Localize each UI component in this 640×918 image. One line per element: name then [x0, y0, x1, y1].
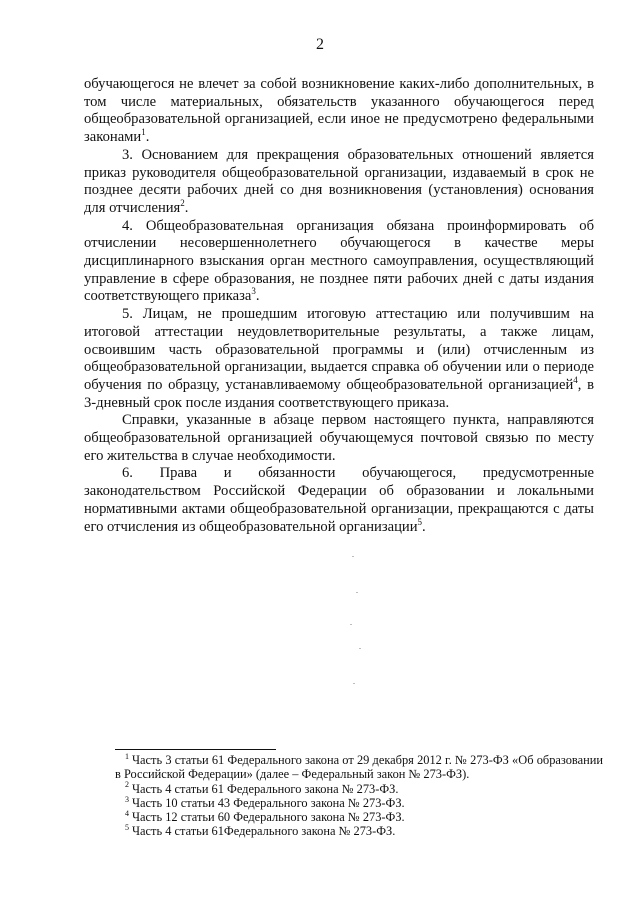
footnote-ref: 2 [180, 198, 185, 209]
footnote: $^1$ Часть 3 статьи 61 Федерального закона от 29 декабря 2012 г. № 273-ФЗ «Об образовании в Российской Федерации» (далее – Федеральный закон № 273-ФЗ). [115, 751, 603, 782]
scan-speck [356, 592, 358, 593]
scan-speck [353, 683, 355, 684]
paragraph-item-5: 5. Лицам, не прошедшим итоговую аттестацию или получившим на итоговой аттестации неудовлетворительные результаты, а также лицам, освоившим часть образовательной программы и (или) отчисленным из общеобразовательной организации, выдается справка об обучении или о периоде обучения по образцу, устанавливаемому общеобразовательной организацией$^4$, в 3-дневный срок после издания соответствующего приказа. [84, 306, 594, 411]
footnote: $^2$ Часть 4 статьи 61 Федерального закона № 273-ФЗ. [125, 780, 399, 796]
scan-speck [350, 624, 352, 625]
page-number: 2 [316, 36, 324, 53]
footnote: $^4$ Часть 12 статьи 60 Федерального закона № 273-ФЗ. [125, 809, 405, 825]
paragraph-item-6: 6. Права и обязанности обучающегося, предусмотренные законодательством Российской Федерации об образовании и локальными нормативными актами общеобразовательной организации, прекращаются с даты его отчисления из общеобразовательной организации$^5$. [84, 465, 594, 535]
paragraph-continuation: обучающегося не влечет за собой возникновение каких-либо дополнительных, в том числе материальных, обязательств указанного обучающегося перед общеобразовательной организацией, если иное не предусмотрено федеральными законами$^1$. [84, 76, 594, 146]
footnote-separator [115, 749, 276, 750]
footnote-ref: 1 [141, 127, 146, 138]
footnote: $^3$ Часть 10 статьи 43 Федерального закона № 273-ФЗ. [125, 794, 405, 810]
paragraph-item-3: 3. Основанием для прекращения образовательных отношений является приказ руководителя общеобразовательной организации, издаваемый в срок не позднее десяти рабочих дней со дня возникновения (установления) основания для отчисления$^2$. [84, 146, 594, 216]
footnote-ref: 3 [251, 286, 256, 297]
document-body [84, 76, 594, 536]
footnote-ref: 5 [417, 516, 423, 527]
footnote: $^5$ Часть 4 статьи 61Федерального закона № 273-ФЗ. [125, 823, 396, 839]
footnote-ref: 4 [573, 375, 578, 386]
paragraph-item-4: 4. Общеобразовательная организация обязана проинформировать об отчислении несовершеннолетнего обучающегося в качестве меры дисциплинарного взыскания орган местного самоуправления, осуществляющий управление в сфере образования, не позднее пяти рабочих дней с даты издания соответствующего приказа$^3$. [84, 217, 594, 305]
paragraph-certificates: Справки, указанные в абзаце первом настоящего пункта, направляются общеобразовательной организацией обучающемуся почтовой связью по месту его жительства в случае необходимости. [84, 412, 594, 464]
scan-speck [359, 648, 361, 649]
scan-speck [352, 556, 354, 557]
footnotes [115, 753, 603, 839]
